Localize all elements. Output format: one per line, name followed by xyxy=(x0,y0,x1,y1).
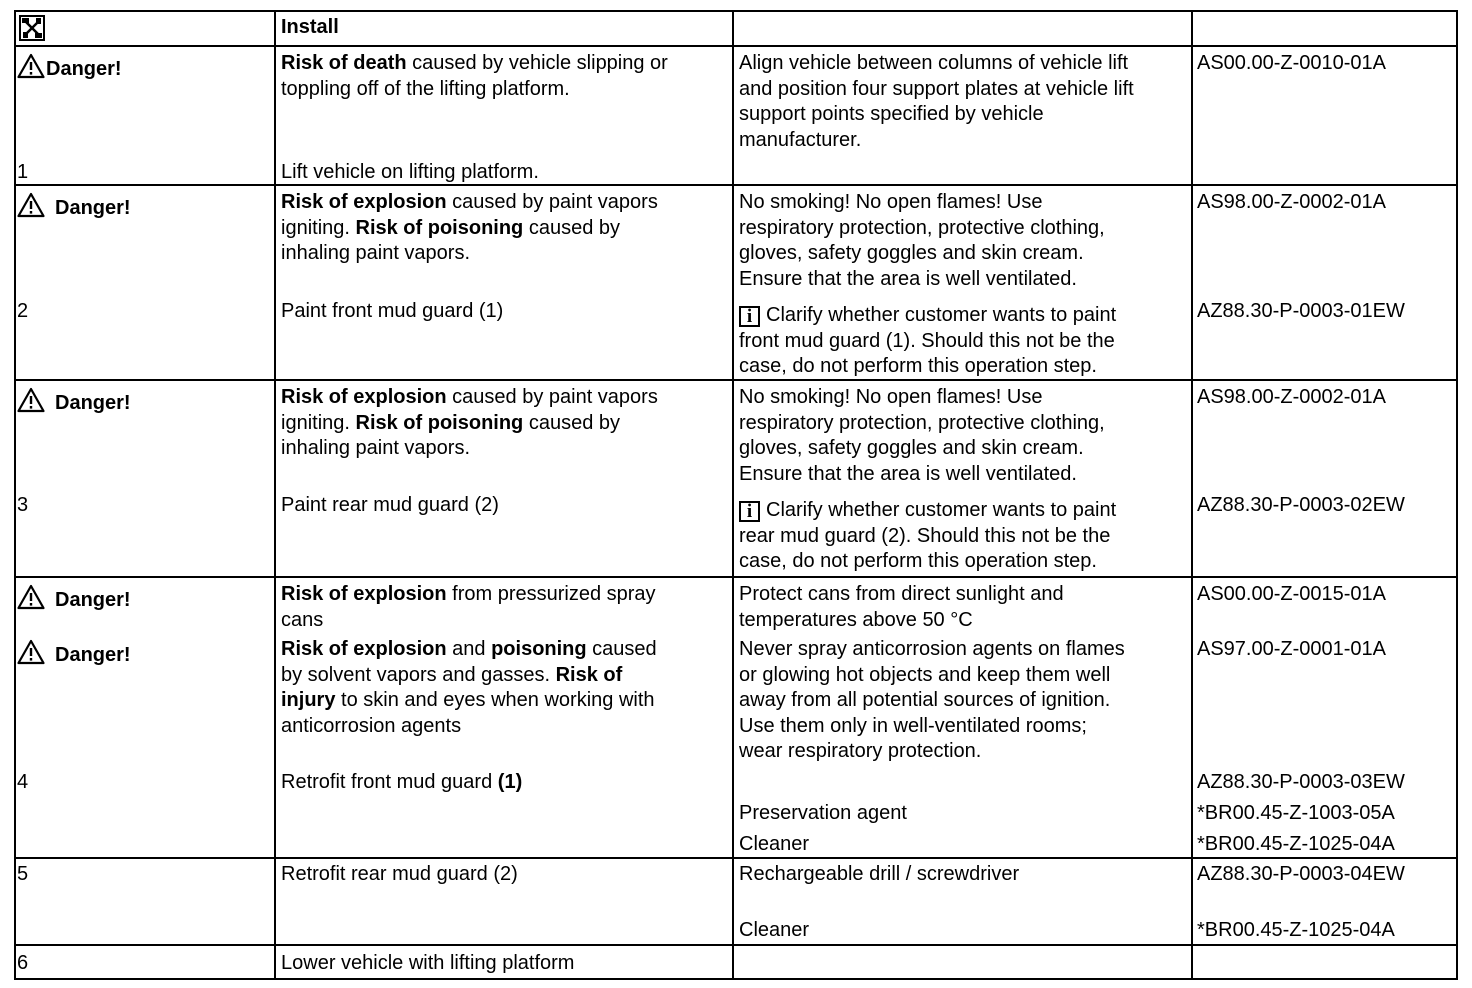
warning-triangle-icon xyxy=(17,387,45,418)
info-icon: i xyxy=(739,306,760,327)
danger-label: Danger! xyxy=(55,197,131,219)
material-name: Cleaner xyxy=(739,919,810,941)
row-divider xyxy=(14,10,1458,12)
danger-label: Danger! xyxy=(55,392,131,414)
row-divider xyxy=(14,978,1458,980)
row-divider xyxy=(14,379,1458,381)
reference-code[interactable]: AS98.00-Z-0002-01A xyxy=(1197,191,1387,213)
note-text: Align vehicle between columns of vehicle lift and position four support plates at vehicle lift support points specified by vehicle manufacturer. xyxy=(739,52,1134,151)
reference-code[interactable]: AZ88.30-P-0003-04EW xyxy=(1197,863,1405,885)
step-action: Paint rear mud guard (2) xyxy=(281,494,499,516)
tools-icon xyxy=(19,15,45,46)
warning-text: Risk of explosion from pressurized spray cans xyxy=(281,583,656,631)
row-divider xyxy=(14,576,1458,578)
reference-code[interactable]: AZ88.30-P-0003-03EW xyxy=(1197,771,1405,793)
row-divider xyxy=(14,45,1458,47)
column-divider xyxy=(274,10,276,980)
danger-label: Danger! xyxy=(55,644,131,666)
reference-code[interactable]: AS00.00-Z-0015-01A xyxy=(1197,583,1387,605)
note-text: Never spray anticorrosion agents on flames or glowing hot objects and keep them well away from all potential sources of ignition. Use them only in well-ventilated rooms; wear respiratory protection. xyxy=(739,638,1125,762)
reference-code[interactable]: AS00.00-Z-0010-01A xyxy=(1197,52,1387,74)
column-divider xyxy=(1191,10,1193,980)
step-action: Retrofit rear mud guard (2) xyxy=(281,863,518,885)
info-icon: i xyxy=(739,501,760,522)
column-divider xyxy=(14,10,16,980)
warning-triangle-icon xyxy=(17,639,45,670)
material-code[interactable]: *BR00.45-Z-1025-04A xyxy=(1197,919,1395,941)
step-number: 1 xyxy=(17,161,29,183)
note-text: Protect cans from direct sunlight and temperatures above 50 °C xyxy=(739,583,1064,631)
reference-code[interactable]: AZ88.30-P-0003-02EW xyxy=(1197,494,1405,516)
danger-label: Danger! xyxy=(46,58,122,80)
warning-text: Risk of explosion caused by paint vapors igniting. Risk of poisoning caused by inhaling paint vapors. xyxy=(281,191,658,264)
reference-code[interactable]: AS97.00-Z-0001-01A xyxy=(1197,638,1387,660)
step-action: Lift vehicle on lifting platform. xyxy=(281,161,539,183)
tool-name: Rechargeable drill / screwdriver xyxy=(739,863,1020,885)
row-divider xyxy=(14,944,1458,946)
warning-text: Risk of explosion caused by paint vapors igniting. Risk of poisoning caused by inhaling paint vapors. xyxy=(281,386,658,459)
note-text: No smoking! No open flames! Use respiratory protection, protective clothing, gloves, safety goggles and skin cream. Ensure that the area is well ventilated. xyxy=(739,191,1105,290)
step-action: Retrofit front mud guard (1) xyxy=(281,771,523,793)
reference-code[interactable]: AZ88.30-P-0003-01EW xyxy=(1197,300,1405,322)
warning-text: Risk of death caused by vehicle slipping or toppling off of the lifting platform. xyxy=(281,52,668,100)
reference-code[interactable]: AS98.00-Z-0002-01A xyxy=(1197,386,1387,408)
step-number: 4 xyxy=(17,771,29,793)
step-number: 6 xyxy=(17,952,29,974)
material-name: Preservation agent xyxy=(739,802,907,824)
step-number: 5 xyxy=(17,863,29,885)
warning-triangle-icon xyxy=(17,53,45,84)
column-divider xyxy=(732,10,734,980)
material-code[interactable]: *BR00.45-Z-1025-04A xyxy=(1197,833,1395,855)
warning-text: Risk of explosion and poisoning caused by solvent vapors and gasses. Risk of injury to skin and eyes when working with anticorrosion agents xyxy=(281,638,657,737)
note-text: No smoking! No open flames! Use respiratory protection, protective clothing, gloves, safety goggles and skin cream. Ensure that the area is well ventilated. xyxy=(739,386,1105,485)
warning-triangle-icon xyxy=(17,192,45,223)
step-action: Paint front mud guard (1) xyxy=(281,300,504,322)
section-title: Install xyxy=(281,16,339,38)
info-note: i Clarify whether customer wants to paint rear mud guard (2). Should this not be the case, do not perform this operation step. xyxy=(739,499,1117,572)
danger-label: Danger! xyxy=(55,589,131,611)
material-code[interactable]: *BR00.45-Z-1003-05A xyxy=(1197,802,1395,824)
material-name: Cleaner xyxy=(739,833,810,855)
row-divider xyxy=(14,184,1458,186)
column-divider xyxy=(1456,10,1458,980)
step-number: 2 xyxy=(17,300,29,322)
step-action: Lower vehicle with lifting platform xyxy=(281,952,575,974)
step-number: 3 xyxy=(17,494,29,516)
info-note: i Clarify whether customer wants to paint front mud guard (1). Should this not be the case, do not perform this operation step. xyxy=(739,304,1117,377)
warning-triangle-icon xyxy=(17,584,45,615)
